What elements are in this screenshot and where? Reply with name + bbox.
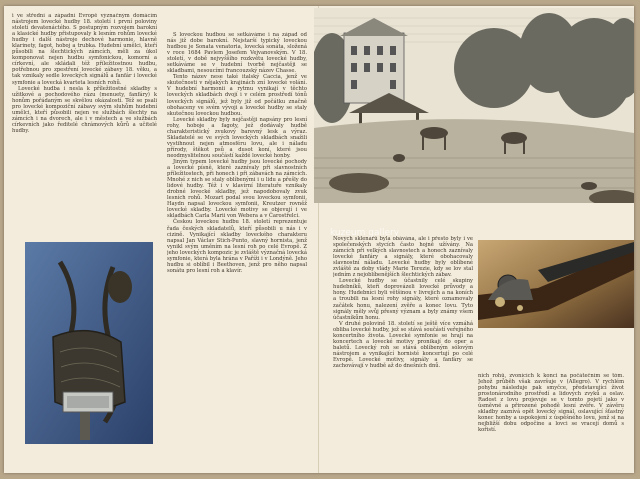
text-column-1	[12, 13, 157, 223]
col1-paragraph-2: Lovecké hudba i nesla k příležitostné skladby s užitkové a pochodového rázu (menuety, fanfáry) k honům pořádaným se skvělou okázalostí. Též se psali pro lovecké kompoziční zábavy svým sluhům hudební umělci, kteří působili nejen ve službách šlechty na zámcích i na dvorech, ale i v městech a ve službách církevních jako ředitelé chrámových kůrů a učitelé hudby.	[12, 85, 157, 134]
col3-paragraph-3: V druhé polovině 18. století se ještě více vzmáhá obliba lovecké hudby, jež se stává součástí veřejného koncertního života. Lovecké symfonie se hrají na koncertech a lovecké motivy pronikají do oper a baletů. Lovecký roh se stává oblíbeným sólovým nástrojem a vynikající hornisté koncertují po celé Evropě. Lovecké motivy, signály a fanfáry se zachovávají v hudbě až do dnešních dnů.	[333, 320, 473, 369]
col2-paragraph-1: S loveckou hudbou se setkáváme i na západ od nás již dobe barokní. Nejstarší typický loveckou hudbou je Sonata venatoria, lovecká sonáta, složená v roce 1684 Pavlem Josefem Vejvanovským. V 18. století, v době nejvyššího rozkvětu lovecké hudby, setkáváme se v hudební tvorbě nejčastěji se skladbami, nesoucími francouzský název Chasse.	[167, 32, 307, 75]
text-column-3	[333, 236, 473, 468]
text-column-2	[167, 32, 307, 472]
col1-paragraph-1: i ve střední a západní Evropě význačným domácím nástrojem lovecké hudby 18. století i první poloviny století devatenáctého. S postupným rozvojem barokní a klasické hudby přistupovaly k lesním rohům lovecké hudby i další nástroje dechové harmonie, hlavně klarinety, fagot, hoboj a trubka. Hudební umělci, kteří působili na šlechtických zámcích, měli za úkol komponovat nejen hudbu symfonickou, komorní a církevní, ale skládali též příležitostnou hudbu, potřebnou pro zpestření lovecké zábavy 18. věku, a tak vznikaly sedle loveckých signálů a fanfár i lovecké symfonie a lovecká kvarteta lesních rohů.	[12, 13, 157, 86]
watermark: kuzeum gallery	[330, 228, 400, 238]
col2-paragraph-2: Tento název nese také italský Caccia, jenž ve skutečnosti v nějakých krajinách zní lovecké volání. V hudební harmonii a rytmu vynikají v těchto loveckých skladbách dvojí i v celém prostředí tónů loveckých signálů, jež byly již od počátku značně obohaceny ve svém vývoji a lovecké hudby se staly skutečnou loveckou hudbou.	[167, 74, 307, 117]
hunting-engraving-image	[314, 8, 634, 203]
col2-paragraph-5: Českou loveckou hudbu 18. století reprezentuje řada českých skladatelů, kteří působili u nás i v cizině. Vynikající skladby loveckého charakteru napsal Jan Václav Stich-Punto, slavný hornista, jenž vynikl svým uměním na lesní roh po celé Evropě. Z jeho loveckých kompozic je zvláště význačná lovecká symfonie, která byla hrána v Paříži i v Londýně. Jeho hudbu si oblíbil i Beethoven, jenž pro něho napsal sonátu pro lesní roh a klavír.	[167, 219, 307, 274]
hunting-pouch-image	[25, 242, 153, 444]
col4-paragraph-1: nich rohů, zvonících k konci na počátečním se tóm. Jehož průběh však završuje v (Allegro). V rychlém pohybu následuje pak smyčce, představující život prostonárodního prostředí a lidových zvyků a oslav. Radost z lovu projevuje se v tomto pojetí jako v úsměvné a přirozené pohodě lesní zvěře. V závěru skladby zaznívá opět lovecký signál, oslavující šťastný konec honby a uspokojení z úspěšného lovu, jenž si na nejbližší dobu odpočine a lovci se vracejí domů s kořistí.	[478, 373, 624, 434]
col2-paragraph-4: Jiným typem lovecké hudby jsou lovecké pochody a lovecké písně, které zaznívaly při slavnostních příležitostech, při honech i při zábavách na zámcích. Mnohé z nich se staly oblíbenými i u lidu a přešly do lidové hudby. Též i v klavírní literatuře vznikaly drobné lovecké skladby, jež napodobovaly zvuk lesních rohů. Mozart podal svou loveckou symfonii, Haydn napsal loveckou symfonii, Kreutzer rovněž lovecké skladby. Lovecké motivy se objevují i ve skladbách Carla Marii von Webera a v Čarostřelci.	[167, 158, 307, 220]
flintlock-gun-image	[478, 240, 634, 328]
col3-paragraph-1: Nových sklenářů byla obávána, ale i přesto byly i ve společenských stycích často hojně užívány. Na zámcích při velkých slavnostech a honech zaznívaly lovecké fanfáry a signály, které obohacovaly slavnostní náladu. Lovecké hudby byly oblíbené zvláště za doby vlády Marie Terezie, kdy se lov stal jedním z nejoblíbenějších šlechtických zábav.	[333, 236, 473, 279]
text-column-4	[478, 373, 624, 468]
col3-paragraph-2: Lovecké hudby se účastnily celé skupiny hudebníků, kteří doprovázeli lovecké průvody a hony. Hudebníci byli většinou v livrejích a na koních a troubili na lesní rohy signály, které oznamovaly začátek honu, nalezení zvěře a konec lovu. Tyto signály měly svůj přesný význam a byly známy všem účastníkům honu.	[333, 278, 473, 321]
col2-paragraph-3: Lovecké skladby byly nejčastěji napsány pro lesní rohy, hoboje a fagoty, jež dodávaly hudbě charakteristický zvukový barevný lesk a výraz. Skladatelé se ve svých loveckých skladbách snažili vystihnout nejen atmosféru lovu, ale i náladu přírody, štěkot psů a dusot koní, které jsou neodmyslitelnou součástí každé lovecké honby.	[167, 116, 307, 159]
